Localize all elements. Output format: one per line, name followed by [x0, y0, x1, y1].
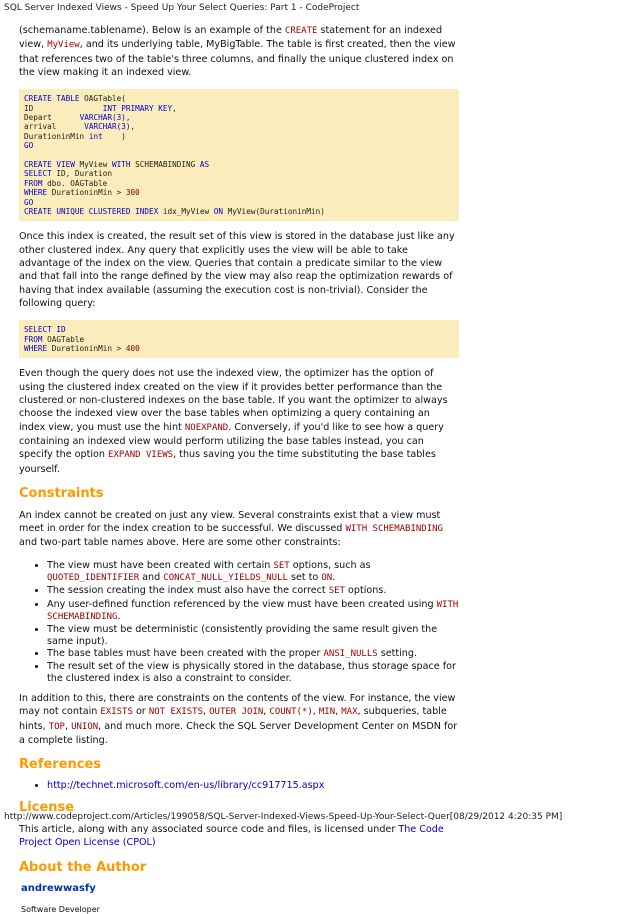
- intro-text-1: (schemaname.tablename). Below is an example of the: [19, 25, 285, 36]
- constraints-list: [19, 560, 459, 684]
- code-block-create: CREATE TABLE OAGTable( ID INT PRIMARY KEY, Depart VARCHAR(3), arrival VARCHAR(3), DurationinMin int ) GO CREATE VIEW MyView WITH SCHEMABINDING AS SELECT ID, Duration FROM dbo. OAGTable WHERE DurationinMin > 300 GO CREATE UNIQUE CLUSTERED INDEX idx_MyView ON MyView(DurationinMin): [19, 89, 459, 221]
- intro-code-myview: MyView: [47, 40, 80, 51]
- intro-paragraph: [19, 24, 459, 79]
- paragraph-index-created: Once this index is created, the result set of this view is stored in the database just like any other clustered index. Any query that explicitly uses the view will be able to take advantage of the index on the view. Queries that contain a predicate similar to the view and that fall into the range defined by the view may also reap the optimization rewards of having that index available (assuming the execution cost is non-trivial). Consider the following query:: [19, 231, 455, 309]
- heading-about-author: About the Author: [19, 859, 147, 875]
- list-item: • The view must have been created with certain SET options, such as QUOTED_IDENTIFIER and CONCAT_NULL_YIELDS_NULL set to ON.: [47, 560, 459, 585]
- list-item: • The result set of the view is physically stored in the database, thus storage space for the clustered index is also a constraint to consider.: [47, 661, 459, 684]
- intro-text-2: statement for an indexed view,: [19, 25, 443, 51]
- author-role: Software Developer: [21, 904, 100, 914]
- constraints-outro: In addition to this, there are constraints on the contents of the view. For instance, the view may not contain EXISTS or NOT EXISTS, OUTER JOIN, COUNT(*), MIN, MAX, subqueries, table hints, TOP, UNION, and much more. Check the SQL Server Development Center on MSDN for a complete listing.: [19, 693, 458, 747]
- intro-code-create: CREATE: [284, 26, 318, 36]
- reference-link[interactable]: http://technet.microsoft.com/en-us/library/cc917715.aspx: [47, 780, 325, 792]
- intro-text-3: , and its underlying table, MyBigTable. The table is first created, then the view that references two of the table's three columns, and finally the unique clustered index on the view making it an indexed view.: [19, 39, 456, 78]
- heading-constraints: Constraints: [19, 485, 104, 501]
- list-item: • The view must be deterministic (consistently providing the same result given the same input).: [47, 624, 459, 647]
- heading-references: References: [19, 757, 102, 773]
- references-list: [19, 780, 459, 792]
- heading-license: License: [19, 799, 75, 815]
- code-expand-views: EXPAND VIEWS: [108, 450, 174, 461]
- list-item: • Any user-defined function referenced by the view must have been created using WITH SCHEMABINDING.: [47, 599, 459, 624]
- paragraph-noexpand: Even though the query does not use the indexed view, the optimizer has the option of using the clustered index created on the view if it provides better performance than the clustered or non-clustered indexes on the base table. If you want the optimizer to always choose the indexed view over the base tables when optimizing a query containing an index view, you must use the hint NOEXPAND. Conversely, if you'd like to see how a query containing an indexed view would perform utilizing the base tables instead, you can specify the option EXPAND VIEWS, thus saving you the time substituting the base tables yourself.: [19, 368, 448, 475]
- article-body: [19, 24, 459, 914]
- code-block-select: SELECT ID FROM OAGTable WHERE DurationinMin > 400: [19, 320, 459, 358]
- license-link[interactable]: The Code Project Open License (CPOL): [19, 823, 444, 849]
- page-header-title: SQL Server Indexed Views - Speed Up Your Select Queries: Part 1 - CodeProject: [4, 3, 360, 13]
- list-item: [47, 780, 459, 792]
- license-paragraph: This article, along with any associated source code and files, is licensed under The Code Project Open License (CPOL): [19, 823, 444, 849]
- code-noexpand: NOEXPAND: [184, 422, 229, 433]
- list-item: • The base tables must have been created with the proper ANSI_NULLS setting.: [47, 648, 459, 661]
- constraints-intro: An index cannot be created on just any view. Several constraints exist that a view must meet in order for the index creation to be successful. We discussed WITH SCHEMABINDING and two-part table names above. Here are some other constraints:: [19, 509, 443, 549]
- author-name-link[interactable]: andrewwasfy: [21, 882, 96, 894]
- list-item: • The session creating the index must also have the correct SET options.: [47, 585, 459, 598]
- page-footer-url: http://www.codeproject.com/Articles/199058/SQL-Server-Indexed-Views-Speed-Up-Your-Select-Quer[08/29/2012 4:20:35 PM]: [4, 812, 563, 822]
